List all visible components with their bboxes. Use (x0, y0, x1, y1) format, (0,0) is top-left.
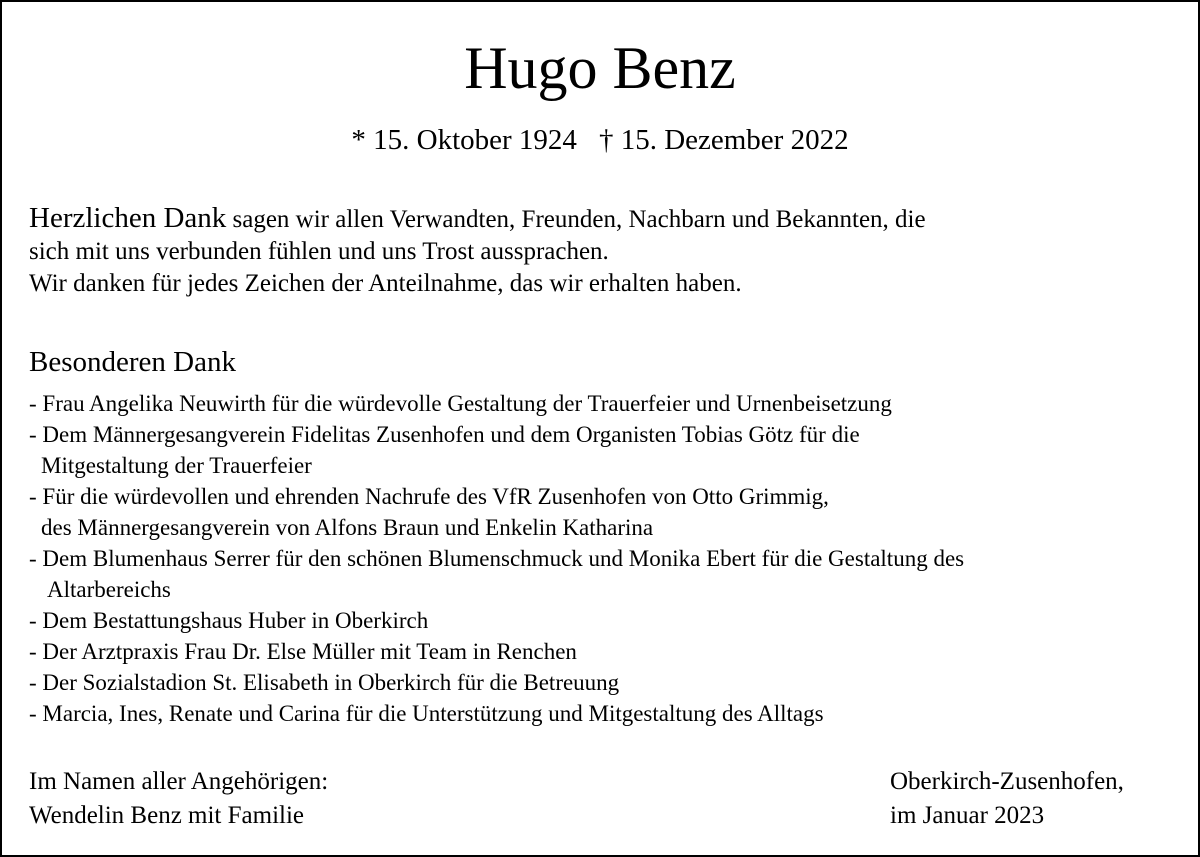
list-item-continuation: des Männergesangverein von Alfons Braun und Enkelin Katharina (41, 515, 654, 540)
life-dates (2, 122, 1198, 158)
list-item-text: - Frau Angelika Neuwirth für die würdevolle Gestaltung der Trauerfeier und Urnenbeisetzung (29, 391, 892, 416)
deceased-name: Hugo Benz (464, 35, 736, 101)
list-item-continuation: Altarbereichs (47, 577, 171, 602)
thanks-paragraph (29, 202, 1178, 300)
list-item (29, 419, 1178, 481)
list-item (29, 605, 1178, 636)
list-item (29, 481, 1178, 543)
list-item-text: - Marcia, Ines, Renate und Carina für die Unterstützung und Mitgestaltung des Alltags (29, 701, 824, 726)
list-item (29, 698, 1178, 729)
death-date: † 15. Dezember 2022 (598, 124, 849, 156)
thanks-lead: Herzlichen Dank (29, 202, 227, 234)
list-item-text: - Dem Männergesangverein Fidelitas Zusenhofen und dem Organisten Tobias Götz für die (29, 422, 860, 447)
list-item (29, 667, 1178, 698)
list-item-text: - Für die würdevollen und ehrenden Nachrufe des VfR Zusenhofen von Otto Grimmig, (29, 484, 829, 509)
list-item (29, 543, 1178, 605)
signature-right-line-1: Oberkirch-Zusenhofen, (890, 768, 1124, 795)
special-thanks-list (29, 388, 1178, 729)
birth-date: * 15. Oktober 1924 (351, 124, 577, 156)
thanks-line-2: sich mit uns verbunden fühlen und uns Trost aussprachen. (29, 238, 609, 265)
signature-place-date (890, 765, 1124, 833)
list-item (29, 636, 1178, 667)
thanks-line-3: Wir danken für jedes Zeichen der Anteilnahme, das wir erhalten haben. (29, 270, 742, 297)
thanks-line-1-rest: sagen wir allen Verwandten, Freunden, Nachbarn und Bekannten, die (226, 206, 926, 233)
list-item-text: - Dem Bestattungshaus Huber in Oberkirch (29, 608, 429, 633)
list-item-text: - Der Sozialstadion St. Elisabeth in Oberkirch für die Betreuung (29, 670, 620, 695)
list-item-continuation: Mitgestaltung der Trauerfeier (41, 453, 312, 478)
signature-left-line-1: Im Namen aller Angehörigen: (29, 768, 329, 795)
list-item-text: - Der Arztpraxis Frau Dr. Else Müller mit Team in Renchen (29, 639, 577, 664)
signature-left-line-2: Wendelin Benz mit Familie (29, 802, 305, 829)
special-thanks-heading: Besonderen Dank (29, 346, 236, 378)
signature-right-line-2: im Januar 2023 (890, 802, 1045, 829)
list-item (29, 388, 1178, 419)
list-item-text: - Dem Blumenhaus Serrer für den schönen Blumenschmuck und Monika Ebert für die Gestaltung des (29, 546, 965, 571)
signature-family (29, 765, 328, 833)
thanks-line-1 (29, 202, 1178, 236)
